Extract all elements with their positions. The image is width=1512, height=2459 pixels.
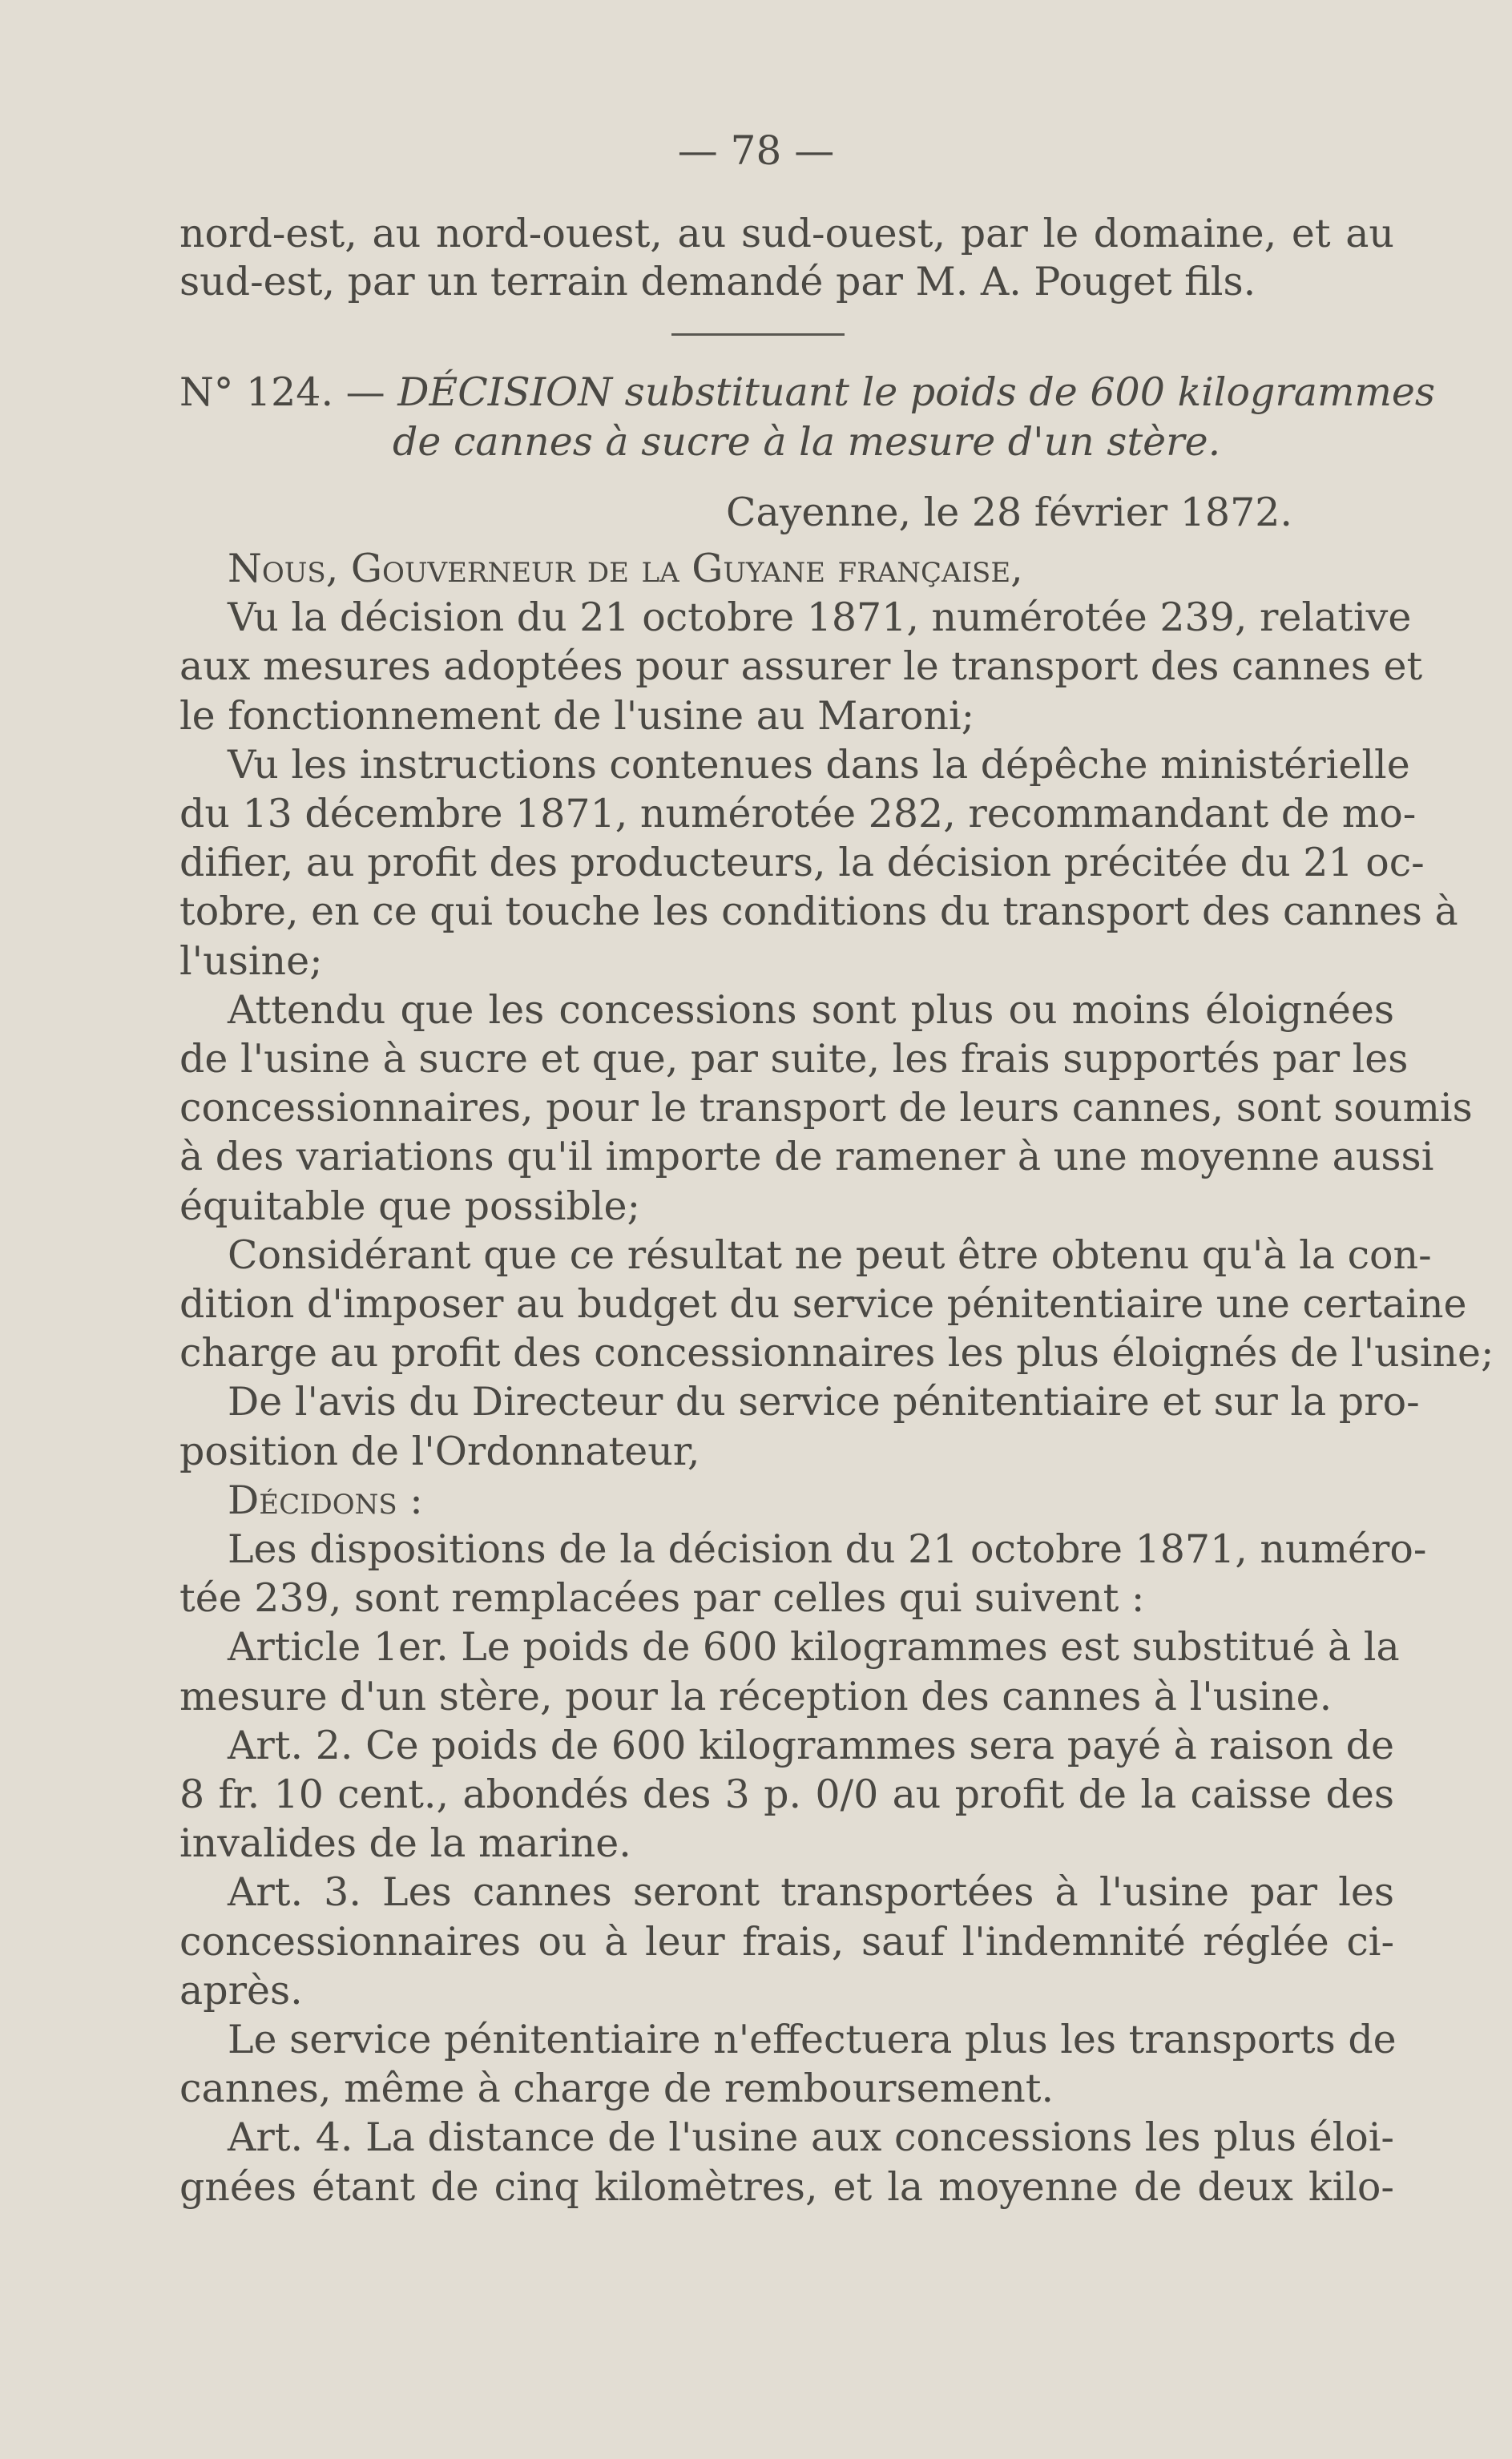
body-line: invalides de la marine. xyxy=(179,1820,631,1866)
body-line: après. xyxy=(179,1968,303,2014)
body-line: mesure d'un stère, pour la réception des cannes à l'usine. xyxy=(179,1674,1333,1719)
body-line: Décidons : xyxy=(228,1477,423,1523)
body-line: Attendu que les concessions sont plus ou moins éloignées xyxy=(228,987,1394,1033)
body-line: Article 1er. Le poids de 600 kilogrammes est substitué à la xyxy=(228,1624,1400,1670)
body-line: tée 239, sont remplacées par celles qui suivent : xyxy=(179,1575,1145,1621)
body-line: Nous, Gouverneur de la Guyane française, xyxy=(228,546,1023,591)
body-line: à des variations qu'il importe de ramener à une moyenne aussi xyxy=(179,1134,1434,1179)
page-number: — 78 — xyxy=(677,127,835,174)
decision-title-line-2: de cannes à sucre à la mesure d'un stère. xyxy=(393,419,1221,465)
decision-title-line-1: DÉCISION substituant le poids de 600 kilogrammes xyxy=(397,369,1436,415)
body-line: Vu la décision du 21 octobre 1871, numérotée 239, relative xyxy=(228,595,1412,640)
body-line: tobre, en ce qui touche les conditions du transport des cannes à xyxy=(179,889,1458,934)
body-line: Le service pénitentiaire n'effectuera plus les transports de xyxy=(228,2017,1397,2062)
continuation-line: nord-est, au nord-ouest, au sud-ouest, par le domaine, et au xyxy=(179,211,1394,256)
body-line: De l'avis du Directeur du service pénitentiaire et sur la pro- xyxy=(228,1379,1420,1425)
body-line: équitable que possible; xyxy=(179,1183,640,1229)
dateline: Cayenne, le 28 février 1872. xyxy=(725,490,1292,535)
body-line: l'usine; xyxy=(179,938,323,984)
body-line: aux mesures adoptées pour assurer le transport des cannes et xyxy=(179,643,1423,689)
section-divider xyxy=(671,333,845,336)
continuation-line: sud-est, par un terrain demandé par M. A. Pouget fils. xyxy=(179,259,1256,304)
body-line: difier, au profit des producteurs, la décision précitée du 21 oc- xyxy=(179,840,1425,885)
body-line: le fonctionnement de l'usine au Maroni; xyxy=(179,693,975,739)
body-line: Art. 2. Ce poids de 600 kilogrammes sera payé à raison de xyxy=(228,1723,1394,1768)
body-line: Art. 4. La distance de l'usine aux concessions les plus éloi- xyxy=(228,2114,1394,2160)
body-line: Art. 3. Les cannes seront transportées à l'usine par les xyxy=(228,1869,1394,1915)
body-line: de l'usine à sucre et que, par suite, les frais supportés par les xyxy=(179,1036,1409,1082)
decision-heading xyxy=(179,369,1436,417)
body-line: charge au profit des concessionnaires les plus éloignés de l'usine; xyxy=(179,1330,1494,1376)
body-line: 8 fr. 10 cent., abondés des 3 p. 0/0 au profit de la caisse des xyxy=(179,1772,1394,1817)
body-line: position de l'Ordonnateur, xyxy=(179,1429,700,1474)
body-line: concessionnaires ou à leur frais, sauf l'indemnité réglée ci- xyxy=(179,1919,1394,1965)
body-line: Vu les instructions contenues dans la dépêche ministérielle xyxy=(228,742,1410,788)
body-line: Considérant que ce résultat ne peut être obtenu qu'à la con- xyxy=(228,1232,1432,1278)
decision-number: N° 124. — xyxy=(179,369,398,415)
body-line: dition d'imposer au budget du service pénitentiaire une certaine xyxy=(179,1281,1467,1327)
body-line: cannes, même à charge de remboursement. xyxy=(179,2066,1054,2111)
body-line: gnées étant de cinq kilomètres, et la moyenne de deux kilo- xyxy=(179,2164,1394,2210)
body-line: Les dispositions de la décision du 21 octobre 1871, numéro- xyxy=(228,1526,1427,1572)
body-line: concessionnaires, pour le transport de leurs cannes, sont soumis xyxy=(179,1085,1473,1131)
body-line: du 13 décembre 1871, numérotée 282, recommandant de mo- xyxy=(179,791,1417,836)
